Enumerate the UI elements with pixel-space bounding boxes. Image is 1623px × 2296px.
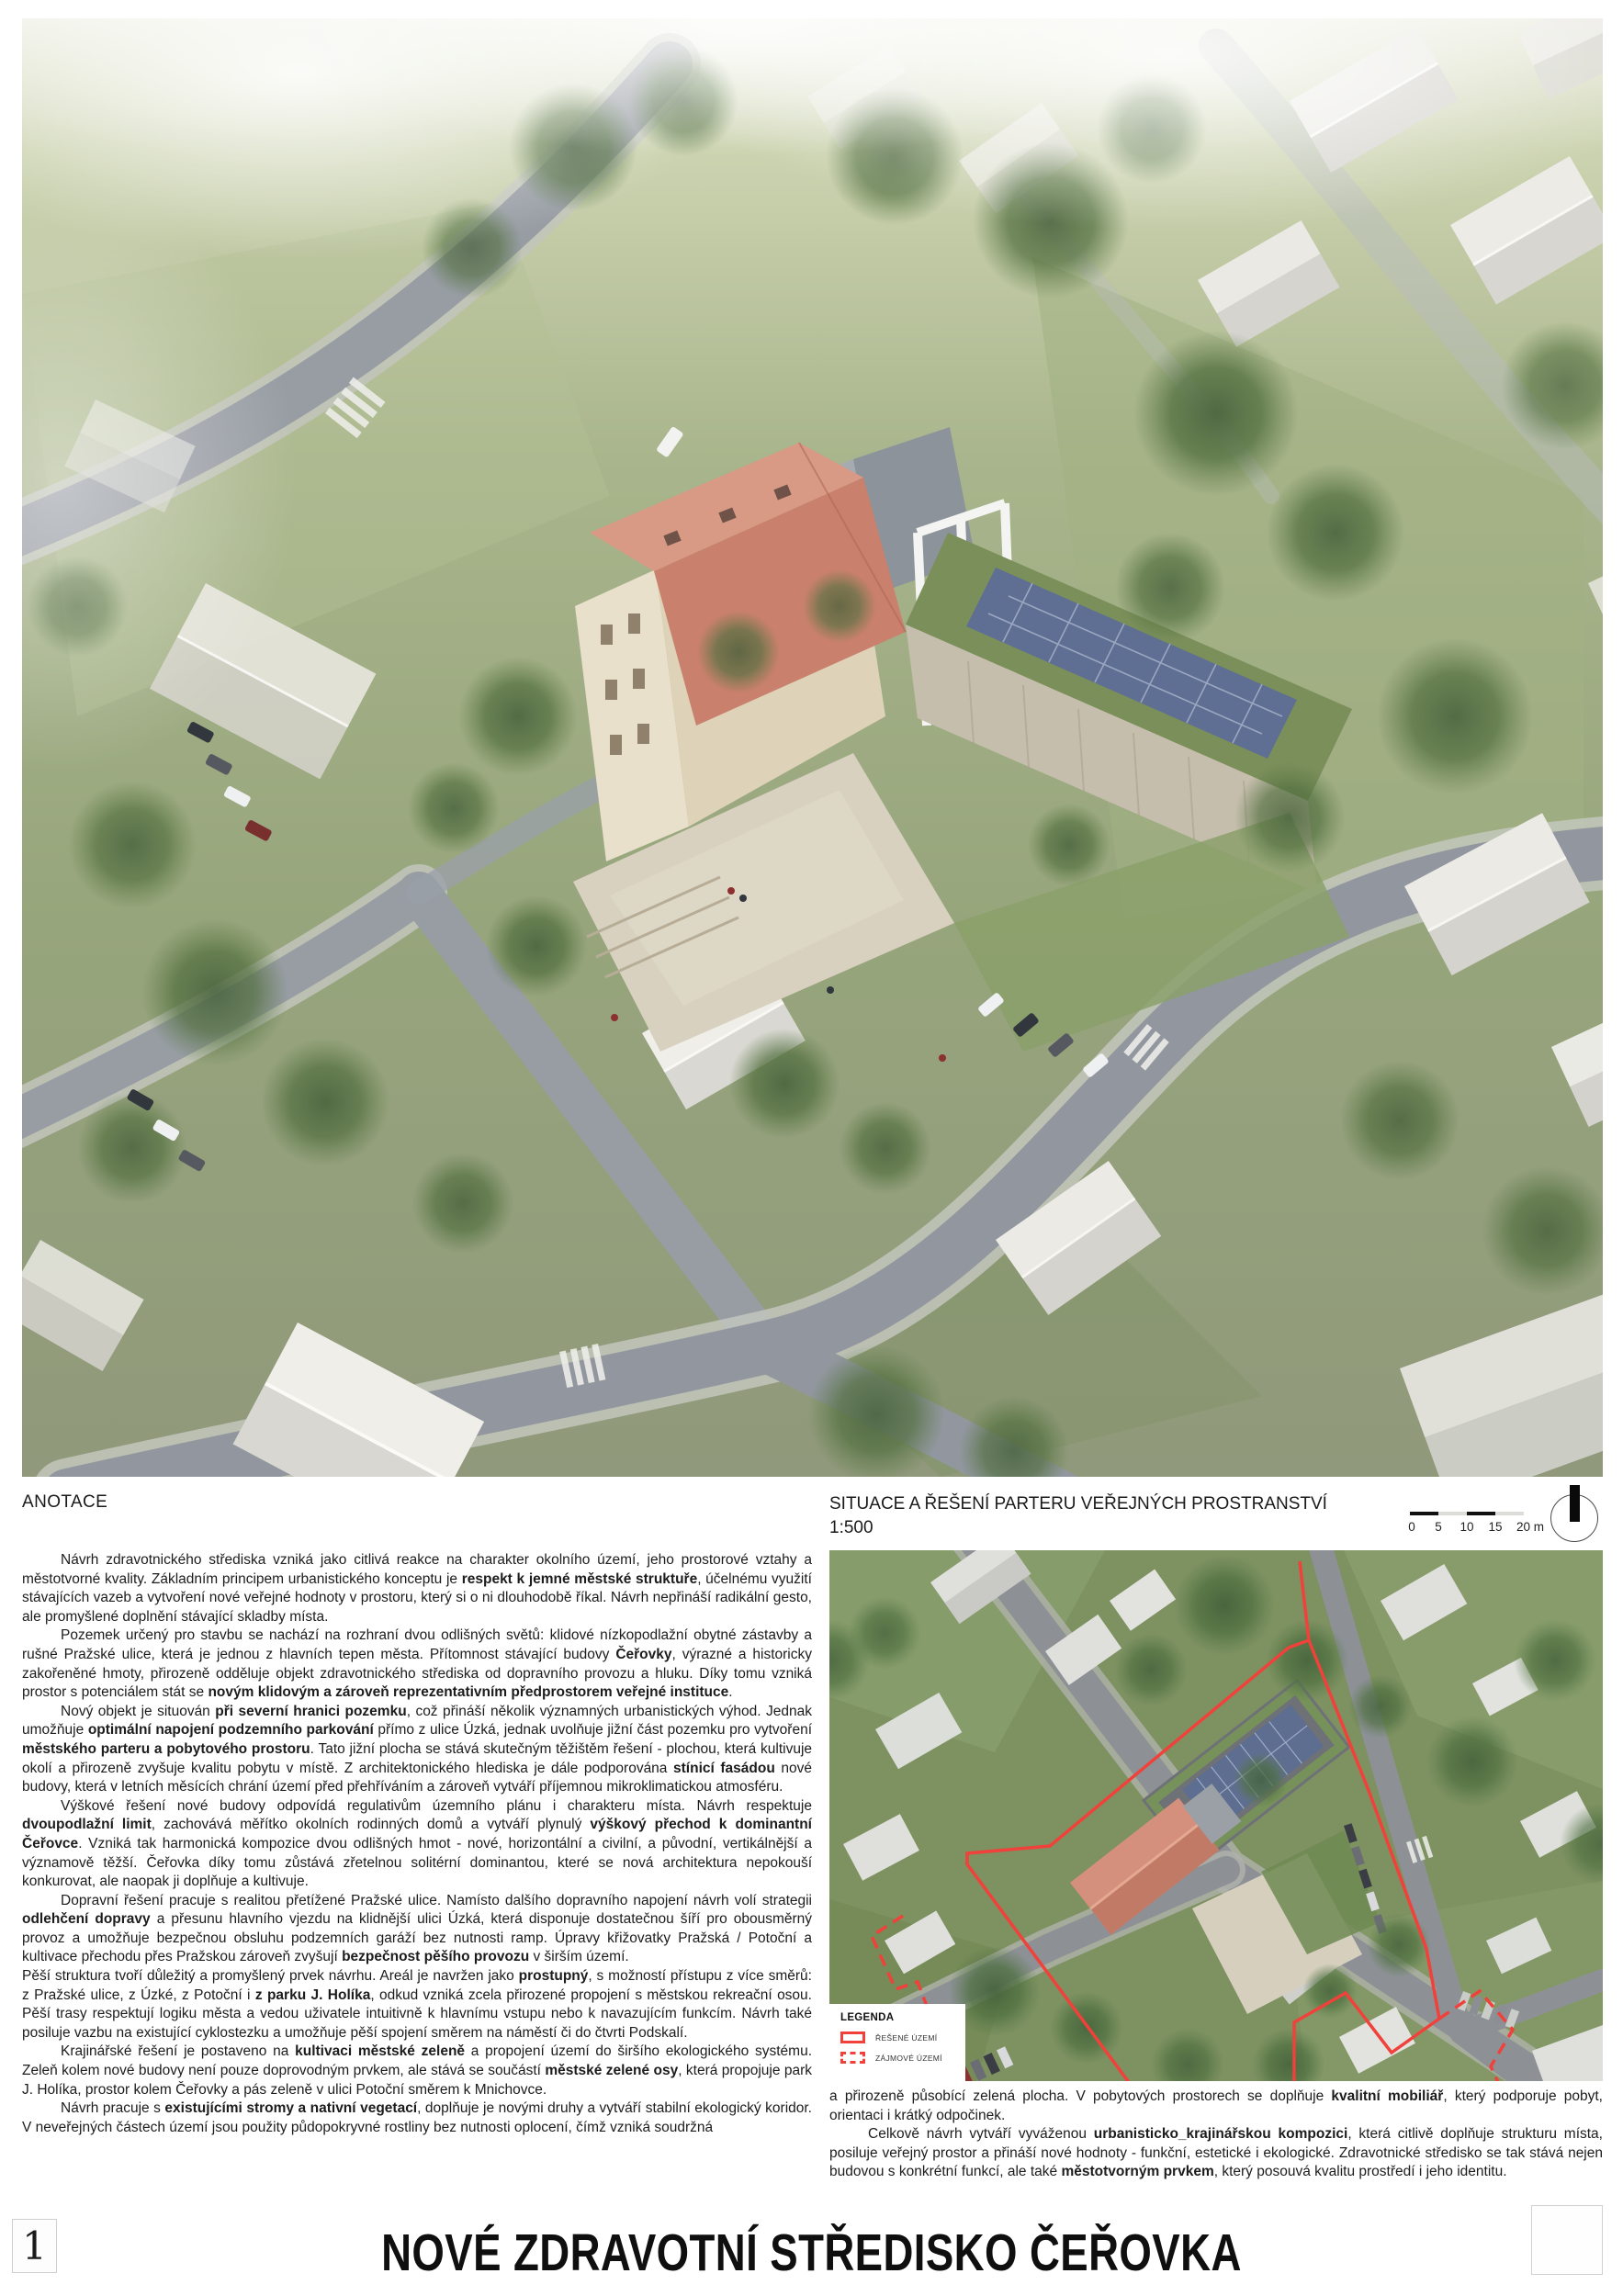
annotation-paragraph: Krajinářské řešení je postaveno na kultivaci městské zeleně a propojení území do širšího ekologického systému. Zeleň kolem nové budovy není pouze doprovodným prvkem, ale stává se součástí městské zelené osy, která propojuje park J. Holíka, prostor kolem Čeřovky a pás zeleně v ulici Potoční směrem k Mnichovce.	[22, 2043, 813, 2098]
legend-item-interest-area	[840, 2052, 965, 2064]
scale-label: 0	[1408, 1520, 1415, 1534]
annotation-heading: ANOTACE	[22, 1492, 108, 1512]
legend-item-label: ZÁJMOVÉ ÚZEMÍ	[875, 2053, 942, 2063]
scale-label: 5	[1435, 1520, 1442, 1534]
annotation-paragraph: Nový objekt je situován při severní hranici pozemku, což přináší několik významných urbanistických výhod. Jednak umožňuje optimální napojení podzemního parkování přímo z ulice Úzká, jednak uvolňuje jižní část pozemku pro vytvoření městského parteru a pobytového prostoru. Tato jižní plocha se stává skutečným těžištěm řešení - plochou, která kultivuje okolí a přirozeně zvyšuje kvalitu pobytu v místě. Z architektonického hlediska je dále podporována stínicí fasádou nové budovy, která v letních měsících chrání území před přehříváním a zároveň vytváří příjemnou mikroklimatickou atmosféru.	[22, 1703, 813, 1795]
north-needle	[1570, 1485, 1580, 1522]
sheet-number: 1	[22, 2223, 47, 2268]
scale-bar-segment	[1410, 1512, 1438, 1515]
sheet-title-text: NOVÉ ZDRAVOTNÍ STŘEDISKO ČEŘOVKA	[381, 2223, 1242, 2282]
scale-bar-segment	[1467, 1512, 1495, 1515]
legend-item-label: ŘEŠENÉ ÚZEMÍ	[875, 2032, 938, 2043]
interest-area-swatch	[840, 2052, 865, 2064]
aerial-rendering-graphic	[22, 18, 1603, 1477]
annotation-paragraph: Dopravní řešení pracuje s realitou přetížené Pražské ulice. Namísto dalšího dopravního napojení návrh volí strategii odlehčení dopravy a přesunu hlavního vjezdu na klidnější ulici Úzká, která disponuje dostatečnou šíří pro obousměrný provoz a umožňuje bezpečnou obsluhu podzemních garáží bez nutnosti ramp. Úpravy křižovatky Pražská / Potoční a kultivace přechodu přes Pražskou zároveň zvyšují bezpečnost pěšího provozu v širším území.	[22, 1892, 813, 1965]
situation-title: SITUACE A ŘEŠENÍ PARTERU VEŘEJNÝCH PROSTRANSTVÍ	[829, 1494, 1327, 1514]
empty-corner-box	[1531, 2205, 1603, 2275]
situation-text	[829, 2088, 1603, 2182]
situation-scale: 1:500	[829, 1518, 873, 1537]
situation-heading	[829, 1492, 1417, 1540]
legend-item-solved-area	[840, 2032, 965, 2043]
legend-title: LEGENDA	[840, 2012, 895, 2023]
site-plan-graphic	[829, 1550, 1603, 2081]
scale-label: 15	[1488, 1520, 1503, 1534]
scale-label: 20 m	[1516, 1520, 1545, 1534]
aerial-rendering	[22, 18, 1603, 1477]
annotation-text	[22, 1551, 812, 2137]
annotation-paragraph: Výškové řešení nové budovy odpovídá regulativům územního plánu i charakteru místa. Návrh respektuje dvoupodlažní limit, zachovává měřítko okolních rodinných domů a vytváří plynulý výškový přechod k dominantní Čeřovce. Vzniká tak harmonická kompozice dvou odlišných hmot - nové, horizontální a civilní, a původní, vertikálnější a významově těžší. Čeřovka díky tomu zůstává zřetelnou solitérní dominantou, které se nová architektura nepokouší konkurovat, ale naopak ji doplňuje a kultivuje.	[22, 1797, 812, 1890]
solved-area-swatch	[840, 2032, 865, 2043]
scale-bar	[1408, 1512, 1545, 1539]
situation-paragraph: Celkově návrh vytváří vyváženou urbanisticko_krajinářskou kompozici, která citlivě doplňuje strukturu místa, posiluje veřejný prostor a přináší nové hodnoty - funkční, estetické i ekologické. Zdravotnické středisko se tak stává nejen budovou s konkrétní funkcí, ale také městotvorným prvkem, který posouvá kvalitu prostředí i jeho identitu.	[829, 2126, 1603, 2180]
situation-paragraph: a přirozeně působící zelená plocha. V pobytových prostorech se doplňuje kvalitní mobiliář, který podporuje pobyt, orientaci i krátký odpočinek.	[829, 2088, 1603, 2123]
annotation-paragraph: Návrh pracuje s existujícími stromy a nativní vegetací, doplňuje je novými druhy a vytváří stabilní ekologický koridor. V neveřejných částech území jsou použity půdopokryvné rostliny bez nutnosti oplocení, čímž vzniká soudržná	[22, 2100, 812, 2135]
scale-label: 10	[1460, 1520, 1474, 1534]
sheet-title	[0, 2223, 1623, 2283]
site-plan	[829, 1550, 1603, 2081]
north-arrow-icon	[1550, 1494, 1598, 1542]
annotation-paragraph: Pozemek určený pro stavbu se nachází na rozhraní dvou odlišných světů: klidové nízkopodlažní obytné zástavby a rušné Pražské ulice, která je jednou z hlavních tepen města. Přítomnost stávající budovy Čeřovky, výrazné a historicky zakořeněné hmoty, přirozeně odděluje objekt zdravotnického střediska od dopravního provozu a hluku. Díky tomu vzniká prostor s potenciálem stát se novým klidovým a zároveň reprezentativním předprostorem veřejné instituce.	[22, 1627, 813, 1701]
legend	[829, 2004, 965, 2081]
annotation-paragraph: Návrh zdravotnického střediska vzniká jako citlivá reakce na charakter okolního území, jeho prostorové vztahy a městotvorné kvality. Základním principem urbanistického konceptu je respekt k jemné městské struktuře, účelnému využití stávajících vazeb a vytvoření nové veřejné hodnoty v prostoru, který si o ni dlouhodobě říkal. Návrh nepřináší radikální gesto, ale promyšlené doplnění stávající skladby místa.	[22, 1552, 812, 1625]
annotation-paragraph: Pěší struktura tvoří důležitý a promyšlený prvek návrhu. Areál je navržen jako prostupný, s možností přístupu z více směrů: z Pražské ulice, z Úzké, z Potoční i z parku J. Holíka, odkud vzniká zcela přirozené propojení s městskou rekreační osou. Pěší trasy respektují logiku města a vedou uživatele intuitivně k hlavnímu vstupu nebo k navazujícím funkcím. Návrh také posiluje vazbu na existující cyklostezku a umožňuje pěší spojení směrem na náměstí či do čtvrti Podskalí.	[22, 1968, 812, 2041]
